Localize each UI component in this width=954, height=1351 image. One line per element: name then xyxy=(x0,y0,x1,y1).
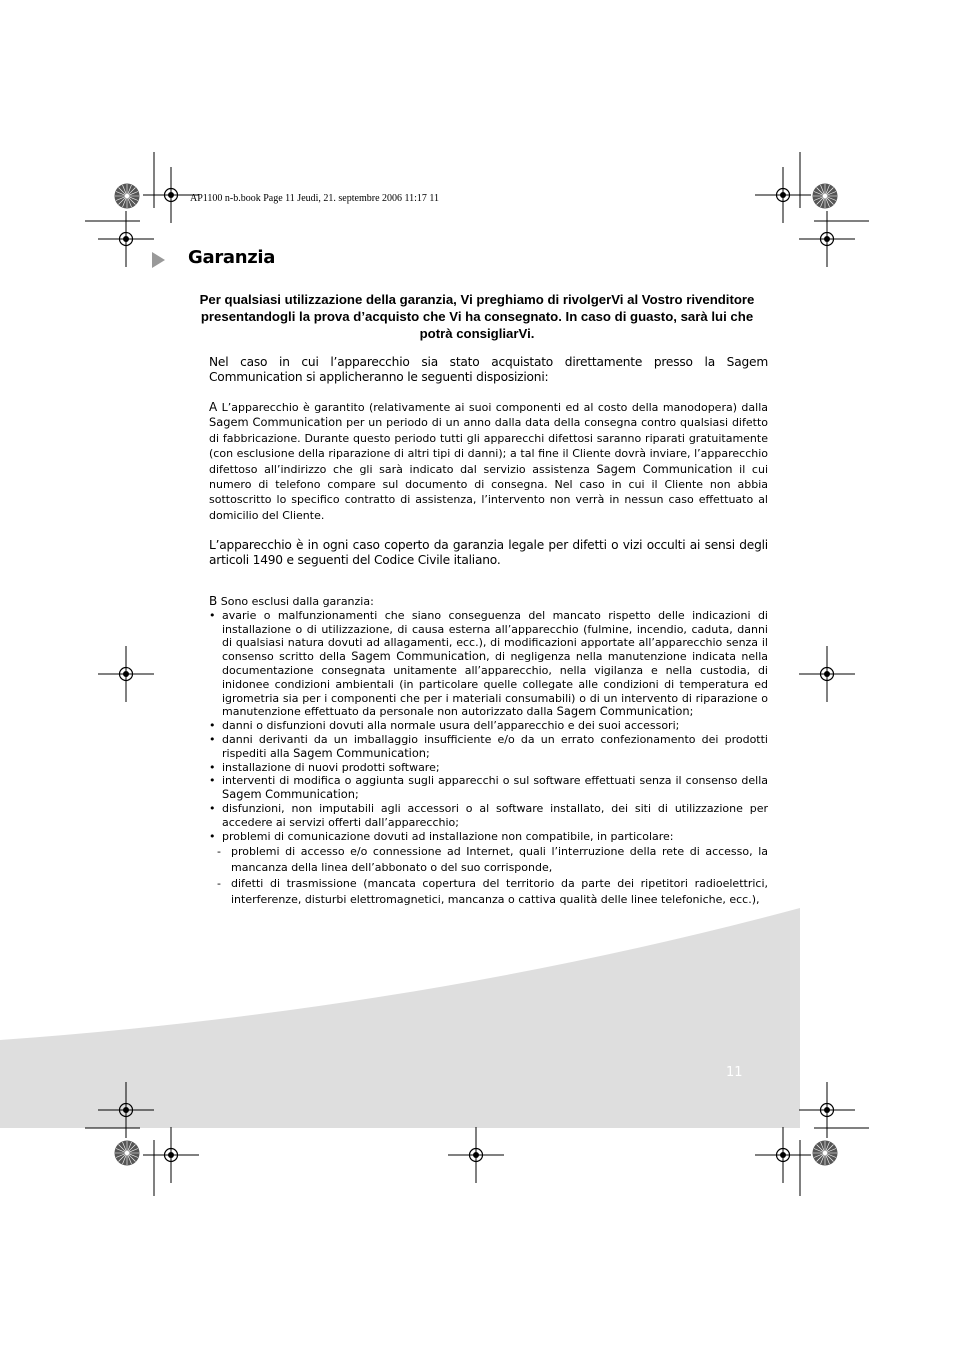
list-item xyxy=(209,609,768,719)
bullet: • xyxy=(209,719,216,733)
part-a-letter: A xyxy=(209,400,218,414)
list-item-text: ; xyxy=(426,746,430,760)
list-item xyxy=(209,733,768,761)
dash: - xyxy=(217,877,221,891)
section-title: Garanzia xyxy=(188,247,276,268)
list-item-text: ; xyxy=(354,788,359,802)
part-a-paragraph xyxy=(209,400,768,523)
footer-band xyxy=(0,908,800,1128)
list-item xyxy=(209,802,768,830)
sub-list-item xyxy=(209,876,768,908)
sub-list-item-text: problemi di accesso e/o connessione ad Internet, quali l’interruzione della rete di accesso, la mancanza della linea dell’abbonato o del suo corrisponde, xyxy=(231,845,768,875)
part-a-text-3: il cui numero di telefono compare sul documento di consegna. Nel caso in cui il Cliente non abbia sottoscritto lo specifico contratto di assistenza, l’intervento non verrà in nessun caso effettuato al domicilio del Cliente. xyxy=(209,462,768,522)
book-header: AP1100 n-b.book Page 11 Jeudi, 21. septembre 2006 11:17 11 xyxy=(190,193,440,204)
intro-paragraph: Per qualsiasi utilizzazione della garanzia, Vi preghiamo di rivolgerVi al Vostro rivenditore presentandogli la prova d’acquisto che Vi ha consegnato. In caso di guasto, sarà lui che potrà consigliarVi. xyxy=(199,292,755,341)
list-item-text: avarie o malfunzionamenti che siano conseguenza del mancato rispetto delle indicazioni di installazione o di utilizzazione, di causa esterna all’apparecchio (fulmine, incendio, caduta, danni di qualsiasi natura dovuti ad allagamenti, ecc.), di modificazioni apportate all’apparecchio senza il consenso scritto della xyxy=(222,608,768,664)
list-item-text: problemi di comunicazione dovuti ad installazione non compatibile, in particolare: xyxy=(222,829,674,843)
brand-name: Sagem Communication xyxy=(556,704,690,719)
part-b-heading xyxy=(209,595,768,609)
list-item xyxy=(209,761,768,775)
brand-name: Sagem Communication xyxy=(293,745,427,760)
dash: - xyxy=(217,845,221,859)
bullet: • xyxy=(209,760,216,774)
list-item-text: installazione di nuovi prodotti software; xyxy=(222,760,440,774)
lead-paragraph: Nel caso in cui l’apparecchio sia stato acquistato direttamente presso la Sagem Communication si applicheranno le seguenti disposizioni: xyxy=(209,355,768,385)
page-number: 11 xyxy=(726,1065,743,1080)
sub-list-item-text: difetti di trasmissione (mancata copertura del territorio da parte dei ripetitori radioelettrici, interferenze, disturbi elettromagnetici, mancanza o cattiva qualità delle linee telefoniche, ecc.), xyxy=(231,877,768,907)
bullet: • xyxy=(209,829,216,843)
list-item-text: danni derivanti da un imballaggio insufficiente e/o da un errato confezionamento dei prodotti rispediti alla xyxy=(222,732,768,760)
bullet: • xyxy=(209,732,216,746)
list-item-text: ; xyxy=(689,705,694,719)
bullet: • xyxy=(209,774,216,788)
brand-name: Sagem Communication xyxy=(209,415,343,430)
list-item xyxy=(209,774,768,802)
list-item-text: danni o disfunzioni dovuti alla normale usura dell’apparecchio e dei suoi accessori; xyxy=(222,719,680,733)
bullet: • xyxy=(209,608,216,622)
part-b-section xyxy=(209,595,768,908)
play-arrow-icon xyxy=(152,252,165,268)
brand-name: Sagem Communication xyxy=(222,787,355,802)
list-item xyxy=(209,719,768,733)
list-item-text: disfunzioni, non imputabili agli accessori o al software installato, dei siti di utilizzazione per accedere ai servizi offerti dall’apparecchio; xyxy=(222,801,768,829)
bullet: • xyxy=(209,801,216,815)
list-item-text: , di negligenza nella manutenzione indicata nella documentazione consegnata unitamente all’apparecchio, nella vigilanza e nella custodia, di inidonee condizioni ambientali (in particolare quelle collegate alle condizioni di temperatura ed igrometria sia per i componenti che per i materiali consumabili) o di un intervento di riparazione o manutenzione effettuato da personale non autorizzato dalla xyxy=(222,650,768,719)
part-a-text-2: per un periodo di un anno dalla data della consegna contro qualsiasi difetto di fabbricazione. Durante questo periodo tutti gli apparecchi difettosi saranno riparati gratuitamente (con esclusione della riparazione di altri tipi di danni); a tal fine il Cliente dovrà inviare, l’apparecchio difettoso all’indirizzo che gli sarà indicato dal servizio assistenza xyxy=(209,416,768,476)
sub-list-item xyxy=(209,844,768,876)
list-item xyxy=(209,830,768,844)
brand-name: Sagem Communication xyxy=(351,649,487,664)
list-item-text: interventi di modifica o aggiunta sugli apparecchi o sul software effettuati senza il consenso della xyxy=(222,774,768,788)
exclusion-list xyxy=(209,609,768,844)
legal-note: L’apparecchio è in ogni caso coperto da garanzia legale per difetti o vizi occulti ai sensi degli articoli 1490 e seguenti del Codice Civile italiano. xyxy=(209,538,768,568)
part-b-intro: Sono esclusi dalla garanzia: xyxy=(217,595,374,608)
part-b-letter: B xyxy=(209,594,218,608)
brand-name: Sagem Communication xyxy=(596,461,733,476)
part-a-text-1: L’apparecchio è garantito (relativamente ai suoi componenti ed al costo della manodopera) dalla xyxy=(217,401,768,414)
